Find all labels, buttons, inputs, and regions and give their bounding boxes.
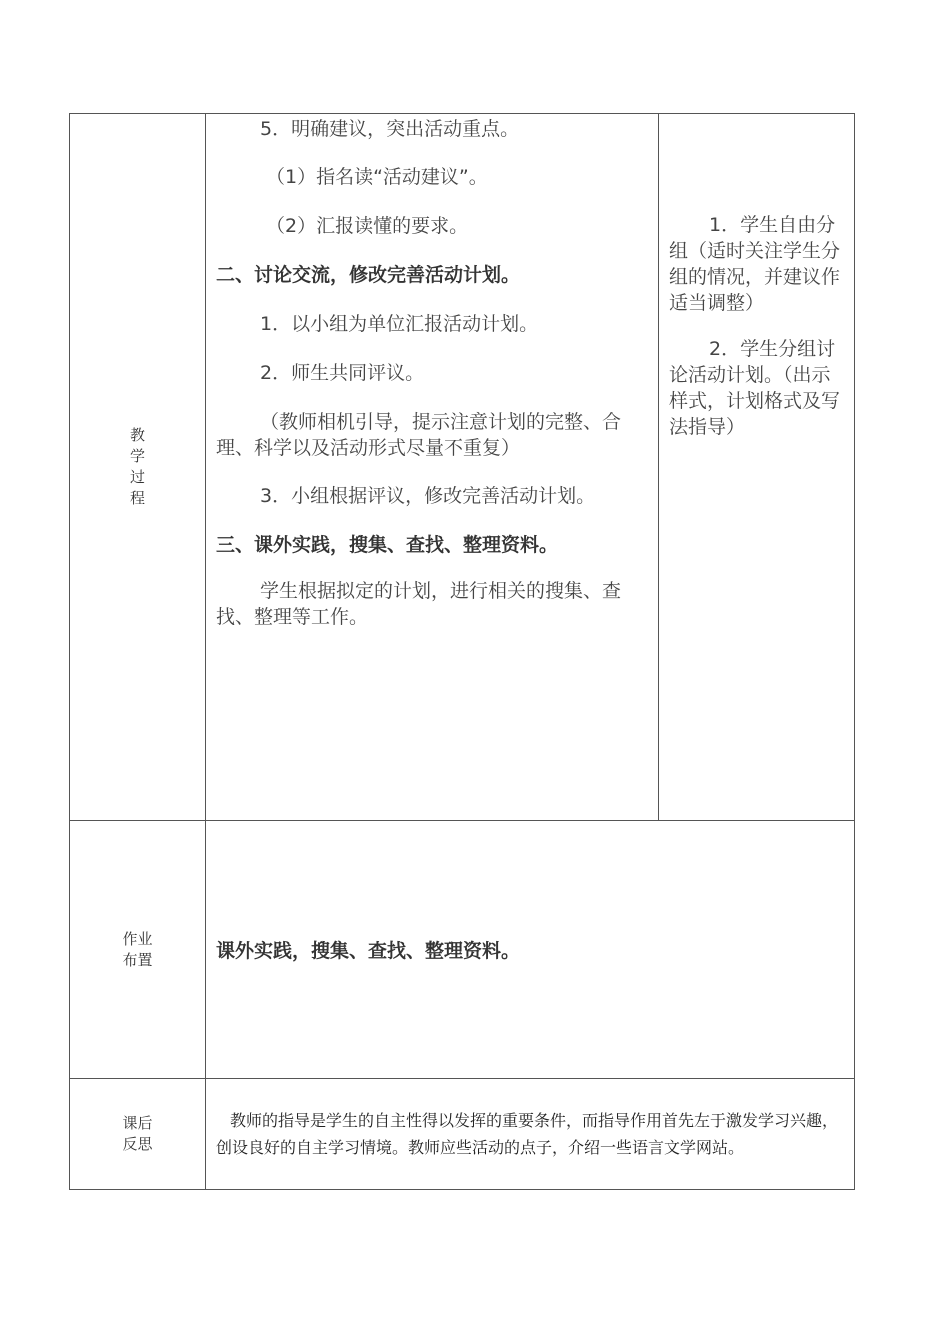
item-5: 5．明确建议，突出活动重点。 (260, 118, 520, 140)
homework-row (70, 821, 855, 1079)
section-2-heading: 二、讨论交流，修改完善活动计划。 (216, 264, 521, 286)
reflection-label: 课后 反思 (70, 1079, 206, 1190)
section-2-item-3: 3．小组根据评议，修改完善活动计划。 (260, 485, 596, 507)
teaching-process-row (70, 114, 855, 821)
section-3-text: 学生根据拟定的计划，进行相关的搜集、查找、整理等工作。 (216, 580, 622, 628)
student-activity-content (659, 114, 855, 821)
section-2-item-2: 2．师生共同评议。 (260, 362, 425, 384)
section-2-note: （教师相机引导，提示注意计划的完整、合理、科学以及活动形式尽量不重复） (216, 411, 622, 459)
item-5-1: （1）指名读“活动建议”。 (266, 166, 488, 188)
lesson-plan-table (69, 113, 855, 1190)
teaching-process-content (206, 114, 659, 821)
reflection-content (206, 1079, 855, 1190)
section-2-item-1: 1．以小组为单位汇报活动计划。 (260, 313, 539, 335)
homework-content: 课外实践，搜集、查找、整理资料。 (206, 821, 855, 1079)
student-activity-2: 2．学生分组讨论活动计划。（出示样式，计划格式及写法指导） (669, 338, 841, 438)
section-3-heading: 三、课外实践，搜集、查找、整理资料。 (216, 534, 559, 556)
reflection-text: 教师的指导是学生的自主性得以发挥的重要条件，而指导作用首先左于激发学习兴趣，创设良好的自主学习情境。教师应些活动的点子，介绍一些语言文学网站。 (216, 1111, 839, 1157)
reflection-row (70, 1079, 855, 1190)
item-5-2: （2）汇报读懂的要求。 (266, 215, 469, 237)
homework-label: 作业 布置 (70, 821, 206, 1079)
teaching-process-label: 教 学 过 程 (70, 114, 206, 821)
student-activity-1: 1．学生自由分组（适时关注学生分组的情况，并建议作适当调整） (669, 214, 841, 314)
